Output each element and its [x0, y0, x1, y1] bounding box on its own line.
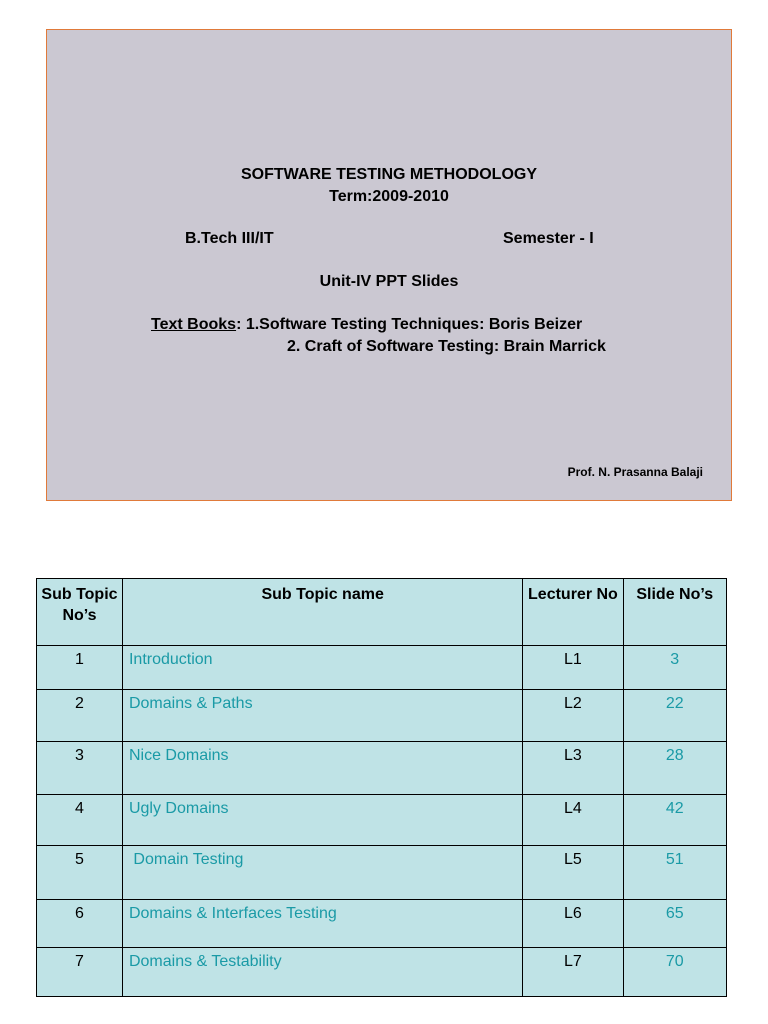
row-slide-link[interactable]: 3 — [623, 646, 727, 690]
row-topic-link[interactable]: Introduction — [122, 646, 522, 690]
table-row — [37, 795, 727, 846]
row-lecturer: L7 — [523, 948, 623, 997]
row-topic-link[interactable]: Domains & Interfaces Testing — [122, 900, 522, 948]
row-no: 5 — [37, 846, 123, 900]
row-slide-link[interactable]: 22 — [623, 690, 727, 742]
row-slide-link[interactable]: 70 — [623, 948, 727, 997]
text-books — [151, 314, 582, 336]
row-no: 4 — [37, 795, 123, 846]
row-no: 1 — [37, 646, 123, 690]
table-row — [37, 948, 727, 997]
row-no: 6 — [37, 900, 123, 948]
row-lecturer: L6 — [523, 900, 623, 948]
text-books-label: Text Books — [151, 316, 237, 333]
row-slide-link[interactable]: 28 — [623, 742, 727, 795]
table-row — [37, 742, 727, 795]
row-lecturer: L3 — [523, 742, 623, 795]
row-lecturer: L2 — [523, 690, 623, 742]
table-row — [37, 846, 727, 900]
text-book-2: 2. Craft of Software Testing: Brain Marrick — [287, 338, 606, 355]
row-no: 3 — [37, 742, 123, 795]
text-book-1: : 1.Software Testing Techniques: Boris Beizer — [236, 316, 583, 333]
course-title: SOFTWARE TESTING METHODOLOGY — [241, 166, 537, 183]
course-program: B.Tech III/IT — [185, 230, 274, 247]
professor-name: Prof. N. Prasanna Balaji — [567, 465, 703, 479]
header-lecturer-no: Lecturer No — [523, 579, 623, 646]
topics-table — [36, 578, 727, 997]
row-slide-link[interactable]: 42 — [623, 795, 727, 846]
header-sub-topic-name: Sub Topic name — [122, 579, 522, 646]
row-lecturer: L1 — [523, 646, 623, 690]
row-topic-link[interactable]: Domain Testing — [122, 846, 522, 900]
unit-label: Unit-IV PPT Slides — [319, 273, 459, 290]
table-row — [37, 900, 727, 948]
table-row — [37, 646, 727, 690]
term: Term:2009-2010 — [329, 188, 449, 205]
header-sub-topic-no: Sub Topic No’s — [37, 579, 123, 646]
row-no: 2 — [37, 690, 123, 742]
row-no: 7 — [37, 948, 123, 997]
row-slide-link[interactable]: 51 — [623, 846, 727, 900]
row-topic-link[interactable]: Domains & Paths — [122, 690, 522, 742]
title-slide — [46, 29, 732, 501]
row-topic-link[interactable]: Domains & Testability — [122, 948, 522, 997]
header-slide-no: Slide No’s — [623, 579, 727, 646]
row-topic-link[interactable]: Nice Domains — [122, 742, 522, 795]
row-lecturer: L4 — [523, 795, 623, 846]
table-header-row — [37, 579, 727, 646]
table-row — [37, 690, 727, 742]
row-topic-link[interactable]: Ugly Domains — [122, 795, 522, 846]
semester: Semester - I — [503, 230, 594, 247]
row-lecturer: L5 — [523, 846, 623, 900]
row-slide-link[interactable]: 65 — [623, 900, 727, 948]
